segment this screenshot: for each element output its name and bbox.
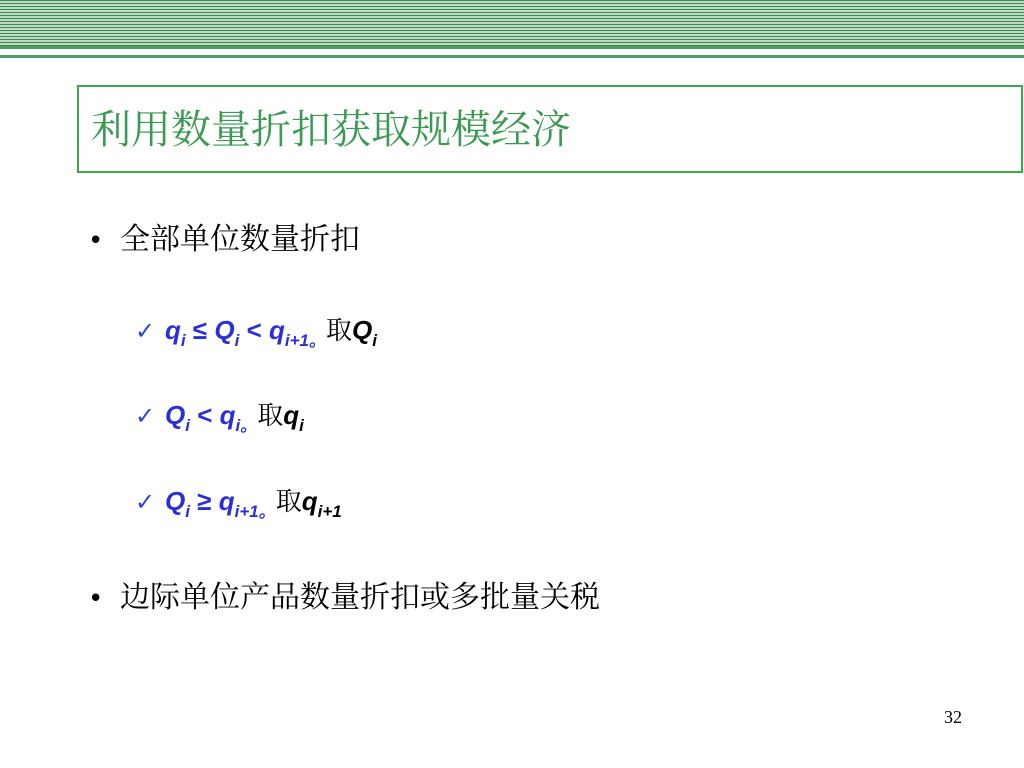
formula-subscript: i <box>234 331 240 350</box>
check-item-1 <box>135 315 377 350</box>
formula-operator: < <box>197 400 213 430</box>
formula-var: q <box>269 315 285 345</box>
formula-subscript: i <box>185 502 190 521</box>
slide-title: 利用数量折扣获取规模经济 <box>91 107 571 153</box>
bullet-marker: • <box>88 226 104 256</box>
bullet-text: 全部单位数量折扣 <box>120 222 360 257</box>
result-var: Q <box>352 315 373 345</box>
bullet-text: 边际单位产品数量折扣或多批量关税 <box>120 580 600 615</box>
formula-var: Q <box>165 486 186 516</box>
formula-operator: ≥ <box>197 486 212 516</box>
result-formula <box>301 486 342 521</box>
checkmark-icon: ✓ <box>135 488 156 516</box>
result-subscript: i <box>299 416 304 435</box>
top-striped-banner <box>0 0 1024 46</box>
formula-operator: < <box>246 315 262 345</box>
formula-var: Q <box>214 315 235 345</box>
check-item-3 <box>135 486 342 521</box>
formula-subscript: i。 <box>235 416 258 435</box>
take-label: 取 <box>326 316 353 346</box>
result-subscript: i <box>372 331 377 350</box>
take-label: 取 <box>257 401 284 431</box>
checkmark-icon: ✓ <box>135 317 156 345</box>
bullet-marker: • <box>88 584 104 614</box>
result-formula <box>352 315 377 350</box>
formula-subscript: i+1。 <box>234 502 276 521</box>
condition-formula <box>165 400 258 435</box>
result-var: q <box>283 400 300 430</box>
banner-divider-line <box>0 46 1024 49</box>
formula-var: q <box>165 315 181 345</box>
checkmark-icon: ✓ <box>135 402 156 430</box>
title-box <box>77 85 1023 173</box>
formula-operator: ≤ <box>192 315 208 345</box>
result-formula <box>283 400 304 435</box>
formula-var: q <box>219 400 236 430</box>
formula-subscript: i+1。 <box>284 331 326 350</box>
page-number: 32 <box>944 707 962 727</box>
formula-var: Q <box>165 400 186 430</box>
banner-divider-line-lower <box>0 55 1024 58</box>
condition-formula <box>165 486 276 521</box>
bullet-item-marginal-units-discount <box>88 581 600 616</box>
result-var: q <box>301 486 318 516</box>
formula-subscript: i <box>185 416 190 435</box>
check-item-2 <box>135 400 304 435</box>
bullet-item-all-units-discount <box>88 223 360 258</box>
formula-subscript: i <box>180 331 186 350</box>
result-subscript: i+1 <box>317 502 342 521</box>
condition-formula <box>165 315 326 350</box>
take-label: 取 <box>275 487 302 517</box>
formula-var: q <box>218 486 235 516</box>
